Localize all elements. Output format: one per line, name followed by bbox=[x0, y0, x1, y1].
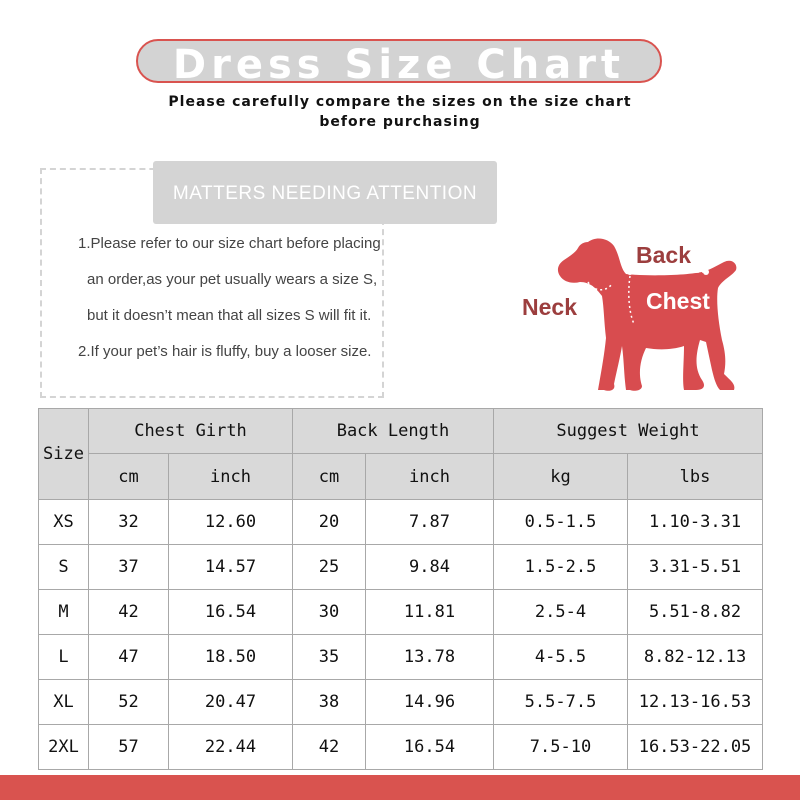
size-cell: XS bbox=[39, 500, 89, 545]
table-cell: 32 bbox=[89, 500, 169, 545]
unit-header: lbs bbox=[628, 454, 763, 500]
size-cell: M bbox=[39, 590, 89, 635]
subtitle-line: Please carefully compare the sizes on the size chart bbox=[168, 94, 632, 110]
dog-diagram bbox=[522, 230, 750, 400]
table-cell: 11.81 bbox=[366, 590, 494, 635]
size-cell: 2XL bbox=[39, 725, 89, 770]
table-cell: 16.54 bbox=[169, 590, 293, 635]
back-label: Back bbox=[636, 242, 691, 268]
table-cell: 20.47 bbox=[169, 680, 293, 725]
unit-header: cm bbox=[89, 454, 169, 500]
table-cell: 0.5-1.5 bbox=[494, 500, 628, 545]
table-header-row bbox=[39, 409, 763, 454]
title-banner bbox=[136, 39, 662, 83]
neck-label: Neck bbox=[522, 294, 577, 320]
table-cell: 1.10-3.31 bbox=[628, 500, 763, 545]
table-cell: 18.50 bbox=[169, 635, 293, 680]
suggest-weight-header: Suggest Weight bbox=[494, 409, 763, 454]
notice-line: 2.If your pet’s hair is fluffy, buy a looser size. bbox=[78, 343, 372, 360]
table-cell: 5.51-8.82 bbox=[628, 590, 763, 635]
table-cell: 14.96 bbox=[366, 680, 494, 725]
table-unit-row bbox=[39, 454, 763, 500]
size-cell: XL bbox=[39, 680, 89, 725]
subtitle bbox=[150, 92, 650, 132]
size-cell: S bbox=[39, 545, 89, 590]
table-cell: 16.53-22.05 bbox=[628, 725, 763, 770]
table-cell: 5.5-7.5 bbox=[494, 680, 628, 725]
table-cell: 13.78 bbox=[366, 635, 494, 680]
subtitle-line: before purchasing bbox=[319, 114, 481, 130]
table-cell: 25 bbox=[293, 545, 366, 590]
table-cell: 38 bbox=[293, 680, 366, 725]
table-cell: 7.87 bbox=[366, 500, 494, 545]
page-title: Dress Size Chart bbox=[172, 42, 626, 83]
size-table bbox=[38, 408, 763, 770]
table-cell: 12.60 bbox=[169, 500, 293, 545]
table-cell: 8.82-12.13 bbox=[628, 635, 763, 680]
table-cell: 9.84 bbox=[366, 545, 494, 590]
table-cell: 57 bbox=[89, 725, 169, 770]
table-cell: 42 bbox=[293, 725, 366, 770]
table-cell: 52 bbox=[89, 680, 169, 725]
unit-header: inch bbox=[366, 454, 494, 500]
table-cell: 35 bbox=[293, 635, 366, 680]
notice-heading: MATTERS NEEDING ATTENTION bbox=[153, 161, 497, 224]
table-cell: 14.57 bbox=[169, 545, 293, 590]
table-row bbox=[39, 590, 763, 635]
table-cell: 1.5-2.5 bbox=[494, 545, 628, 590]
unit-header: cm bbox=[293, 454, 366, 500]
table-cell: 20 bbox=[293, 500, 366, 545]
unit-header: kg bbox=[494, 454, 628, 500]
notice-line: 1.Please refer to our size chart before placing bbox=[78, 235, 381, 252]
table-cell: 7.5-10 bbox=[494, 725, 628, 770]
size-cell: L bbox=[39, 635, 89, 680]
table-cell: 47 bbox=[89, 635, 169, 680]
chest-label: Chest bbox=[646, 288, 710, 314]
table-row bbox=[39, 500, 763, 545]
back-length-header: Back Length bbox=[293, 409, 494, 454]
table-cell: 2.5-4 bbox=[494, 590, 628, 635]
table-row bbox=[39, 680, 763, 725]
table-cell: 37 bbox=[89, 545, 169, 590]
table-cell: 12.13-16.53 bbox=[628, 680, 763, 725]
notice-line: an order,as your pet usually wears a size S, bbox=[87, 271, 378, 288]
size-column-header: Size bbox=[39, 409, 89, 500]
notice-line: but it doesn’t mean that all sizes S will fit it. bbox=[87, 307, 372, 324]
table-cell: 22.44 bbox=[169, 725, 293, 770]
table-row bbox=[39, 545, 763, 590]
table-row bbox=[39, 725, 763, 770]
table-row bbox=[39, 635, 763, 680]
chest-girth-header: Chest Girth bbox=[89, 409, 293, 454]
table-cell: 16.54 bbox=[366, 725, 494, 770]
table-cell: 30 bbox=[293, 590, 366, 635]
table-cell: 42 bbox=[89, 590, 169, 635]
table-cell: 3.31-5.51 bbox=[628, 545, 763, 590]
table-cell: 4-5.5 bbox=[494, 635, 628, 680]
bottom-accent-bar bbox=[0, 775, 800, 800]
unit-header: inch bbox=[169, 454, 293, 500]
